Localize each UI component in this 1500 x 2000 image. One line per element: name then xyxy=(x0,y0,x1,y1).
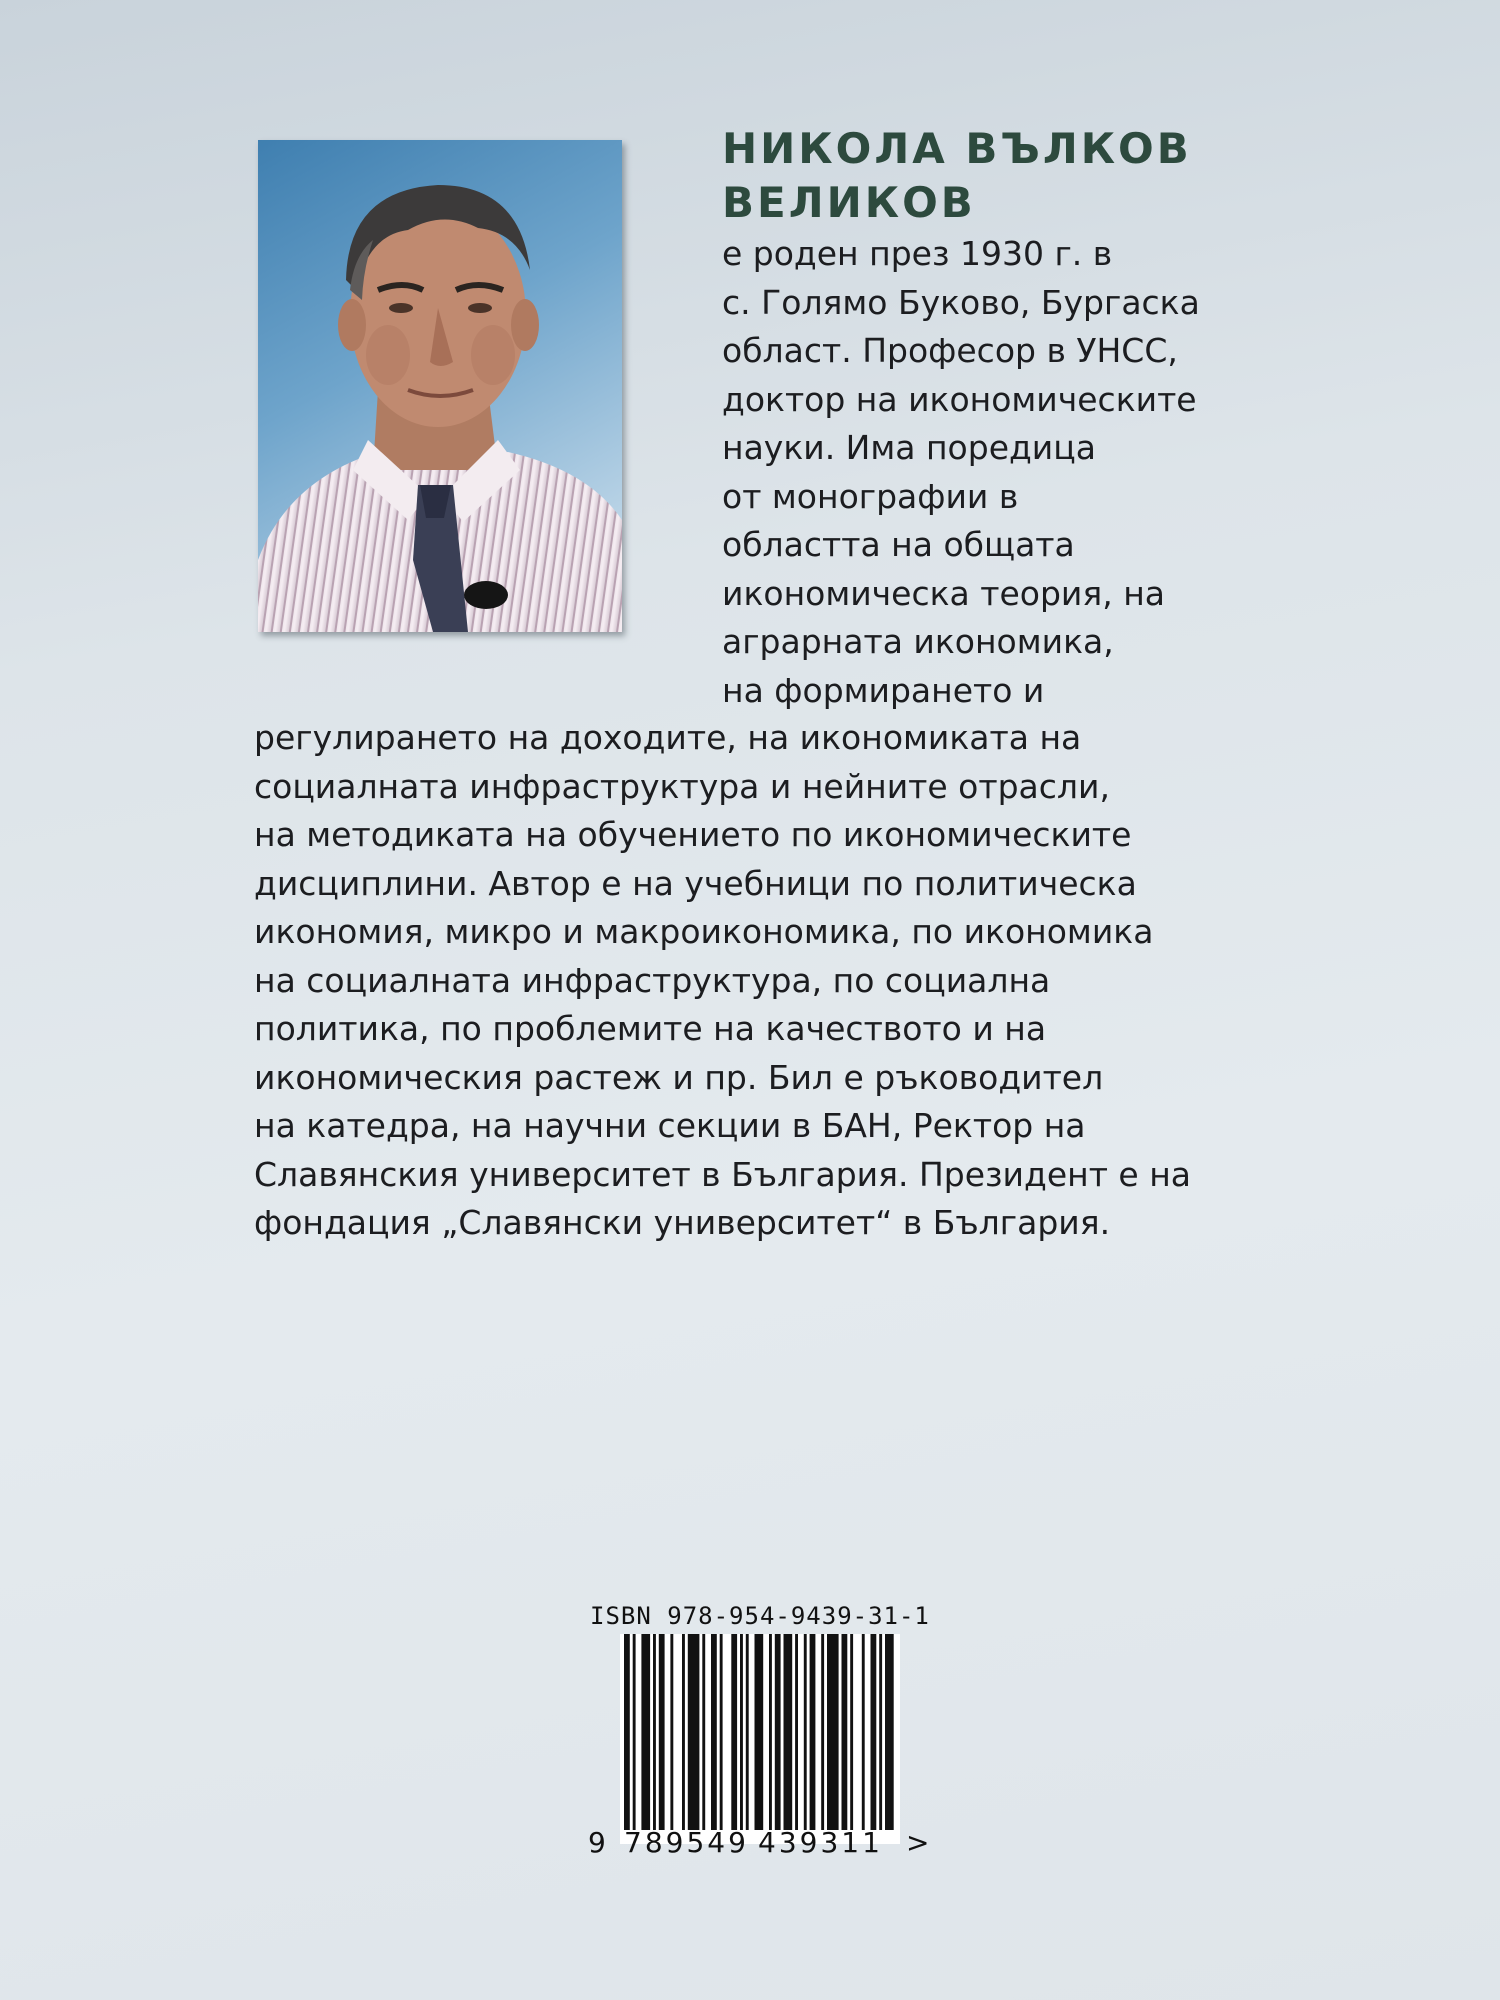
bio-line: област. Професор в УНСС, xyxy=(722,331,1178,370)
barcode-digits-right: 439311 xyxy=(758,1826,883,1859)
isbn-label: ISBN 978-954-9439-31-1 xyxy=(590,1602,930,1630)
bio-line: политика, по проблемите на качеството и на xyxy=(254,1009,1047,1048)
barcode-bar xyxy=(740,1634,743,1830)
barcode-bar xyxy=(688,1634,700,1830)
bio-line: е роден през 1930 г. в xyxy=(722,234,1113,273)
barcode-bar xyxy=(624,1634,630,1830)
barcode-bar xyxy=(784,1634,793,1830)
barcode-bar xyxy=(804,1634,807,1830)
barcode-bar xyxy=(653,1634,656,1830)
barcode-bar xyxy=(810,1634,816,1830)
bio-line: на социалната инфраструктура, по социална xyxy=(254,960,1051,1000)
barcode-bar xyxy=(850,1634,853,1830)
bio-line: от монографии в xyxy=(722,476,1019,516)
barcode-bar xyxy=(711,1634,717,1830)
bio-line: науки. Има поредица xyxy=(722,428,1096,467)
bio-line: на катедра, на научни секции в БАН, Ректор на xyxy=(254,1106,1086,1145)
barcode-bar xyxy=(659,1634,665,1830)
barcode-bar xyxy=(769,1634,772,1830)
author-photo xyxy=(258,140,622,632)
bio-line: фондация „Славянски университет“ в България. xyxy=(254,1203,1111,1242)
barcode-bar xyxy=(821,1634,824,1830)
barcode-bar xyxy=(670,1634,673,1830)
barcode-bar xyxy=(746,1634,749,1830)
barcode-bar xyxy=(755,1634,764,1830)
author-name xyxy=(722,122,1192,230)
bio-line: Славянския университет в България. Президент е на xyxy=(254,1154,1192,1194)
bio-line: доктор на икономическите xyxy=(722,379,1197,419)
bio-paragraph-upper xyxy=(722,230,1200,715)
barcode-bar xyxy=(702,1634,705,1830)
bio-paragraph-lower xyxy=(254,714,1191,1248)
bio-line: регулирането на доходите, на икономиката на xyxy=(254,718,1082,757)
barcode-bar xyxy=(827,1634,839,1830)
bio-line: икономическия растеж и пр. Бил е ръководител xyxy=(254,1057,1104,1097)
bio-line: дисциплини. Автор е на учебници по политическа xyxy=(254,863,1137,903)
barcode-bar xyxy=(633,1634,636,1830)
barcode-digit-first: 9 xyxy=(588,1826,607,1859)
barcode-bar xyxy=(775,1634,781,1830)
bio-line: социалната инфраструктура и нейните отрасли, xyxy=(254,766,1110,806)
bio-line: икономия, микро и макроикономика, по икономика xyxy=(254,912,1154,951)
barcode-image xyxy=(620,1634,900,1844)
barcode-bar xyxy=(720,1634,723,1830)
barcode-digits-left: 789549 xyxy=(624,1826,749,1859)
author-name-line-1: НИКОЛА ВЪЛКОВ xyxy=(722,124,1192,173)
author-name-line-2: ВЕЛИКОВ xyxy=(722,178,976,227)
barcode-bar xyxy=(879,1634,882,1830)
bio-line: областта на общата xyxy=(722,525,1075,564)
barcode-bar xyxy=(842,1634,848,1830)
barcode-bar xyxy=(682,1634,685,1830)
bio-line: на формирането и xyxy=(722,670,1045,710)
barcode-bar xyxy=(641,1634,650,1830)
barcode-bar xyxy=(731,1634,737,1830)
bio-line: на методиката на обучението по икономическите xyxy=(254,815,1132,854)
barcode-bar xyxy=(871,1634,877,1830)
bio-line: икономическа теория, на xyxy=(722,573,1166,613)
barcode-bar xyxy=(862,1634,865,1830)
barcode-bar xyxy=(795,1634,798,1830)
bio-line: аграрната икономика, xyxy=(722,622,1114,661)
bio-line: с. Голямо Буково, Бургаска xyxy=(722,282,1200,322)
barcode-arrow: > xyxy=(906,1826,931,1859)
barcode-bar xyxy=(885,1634,894,1830)
